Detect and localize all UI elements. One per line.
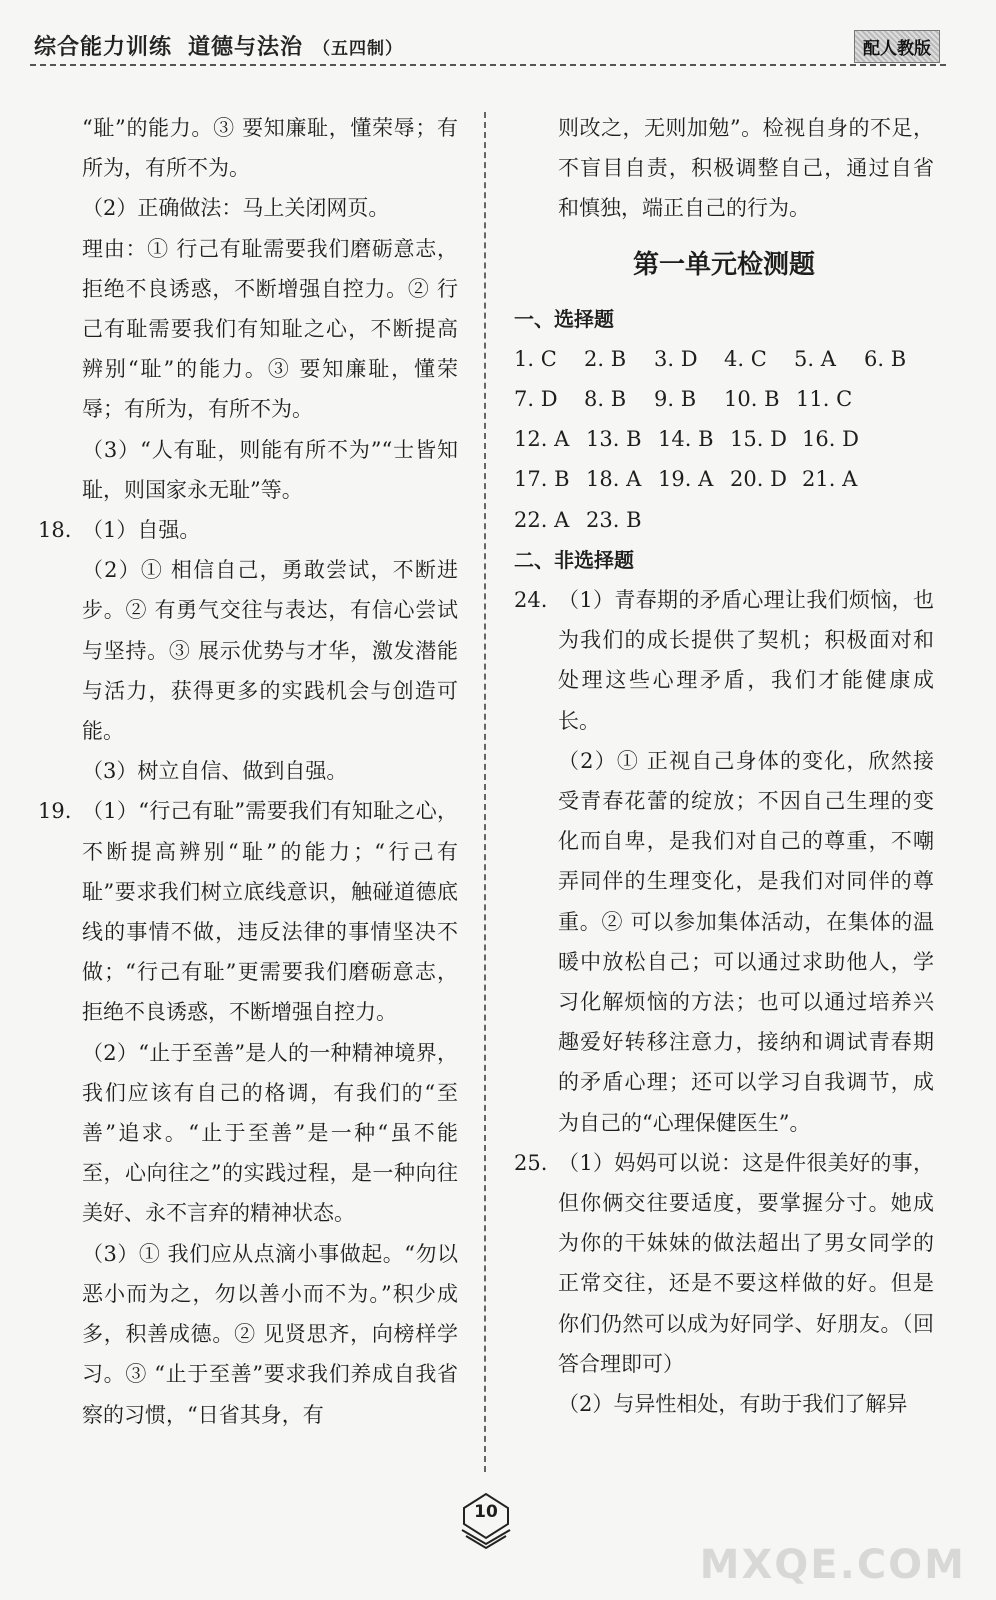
- choice-answer: 6. B: [864, 346, 907, 371]
- choice-answer: 22. A: [514, 507, 570, 532]
- question-number: [514, 1384, 558, 1424]
- book-title: [34, 30, 403, 61]
- edition-badge: 配人教版: [854, 30, 940, 63]
- choice-answer: 20. D: [730, 467, 787, 492]
- choice-answer: 17. B: [514, 467, 570, 492]
- answer-paragraph: [38, 188, 458, 228]
- question-number: [38, 1033, 82, 1234]
- choice-answer: 5. A: [794, 346, 836, 371]
- watermark-text: MXQE.COM: [699, 1542, 966, 1588]
- choice-answer-row: [514, 419, 934, 459]
- question-number: [38, 108, 82, 188]
- page-header: [30, 26, 946, 66]
- nonchoice-answers: [514, 580, 934, 1424]
- question-number: [514, 741, 558, 1143]
- choice-answer: 11. C: [796, 387, 853, 412]
- choice-answer: 8. B: [584, 387, 627, 412]
- answer-text: （3）① 我们应从点滴小事做起。“勿以恶小而为之，勿以善小而不为。”积少成多，积善成德。② 见贤思齐，向榜样学习。③ “止于至善”要求我们养成自我省察的习惯，“日省其身，有: [82, 1241, 458, 1427]
- answer-paragraph: [514, 1143, 934, 1384]
- edition-note: （五四制）: [313, 39, 404, 59]
- answer-paragraph: [38, 108, 458, 188]
- choice-answer: 19. A: [658, 467, 714, 492]
- choice-answer: 9. B: [654, 387, 697, 412]
- answer-text: 理由：① 行己有耻需要我们磨砺意志，拒绝不良诱惑，不断增强自控力。② 行己有耻需要我们有知耻之心，不断提高辨别“耻”的能力。③ 要知廉耻，懂荣辱；有所为，有所不为。: [82, 236, 458, 422]
- answer-paragraph: [38, 791, 458, 1032]
- choice-answer: 4. C: [724, 346, 767, 371]
- question-number: 25.: [514, 1150, 548, 1175]
- answer-text: （2）正确做法：马上关闭网页。: [82, 196, 390, 221]
- page-number: 10: [474, 1502, 498, 1522]
- question-number: [38, 550, 82, 751]
- choice-answer-row: [514, 459, 934, 499]
- answer-text: （2）“止于至善”是人的一种精神境界，我们应该有自己的格调，有我们的“至善”追求。“止于至善”是一种“虽不能至，心向往之”的实践过程，是一种向往美好、永不言弃的精神状态。: [82, 1040, 458, 1226]
- answer-text: （2）① 正视自己身体的变化，欣然接受青春花蕾的绽放；不因自己生理的变化而自卑，是我们对自己的尊重，不嘲弄同伴的生理变化，是我们对同伴的尊重。② 可以参加集体活动，在集体的温暖中放松自己；可以通过求助他人，学习化解烦恼的方法；也可以通过培养兴趣爱好转移注意力，接纳和调试青春期的矛盾心理；还可以学习自我调节，成为自己的“心理保健医生”。: [558, 748, 934, 1135]
- answer-paragraph: [514, 580, 934, 741]
- answer-text: （2）与异性相处，有助于我们了解异: [558, 1392, 908, 1417]
- answer-paragraph: [38, 751, 458, 791]
- choice-answer: 14. B: [658, 427, 714, 452]
- answer-text: （3）树立自信、做到自强。: [82, 759, 348, 784]
- answer-paragraph: [38, 510, 458, 550]
- answer-paragraph: [38, 1234, 458, 1435]
- question-number: 18.: [38, 518, 72, 543]
- choice-answer: 10. B: [724, 387, 780, 412]
- choice-answer-row: [514, 500, 934, 540]
- left-column: [38, 108, 458, 1435]
- choice-answer: 23. B: [586, 507, 642, 532]
- choice-answer-row: [514, 339, 934, 379]
- series-title: 综合能力训练: [34, 35, 173, 60]
- question-number: [38, 1234, 82, 1435]
- choice-answer: 21. A: [802, 467, 858, 492]
- question-number: [38, 188, 82, 228]
- header-divider: [30, 64, 946, 66]
- question-number: [38, 229, 82, 430]
- right-column: [514, 108, 934, 1424]
- question-number: 24.: [514, 588, 548, 613]
- answer-text: “耻”的能力。③ 要知廉耻，懂荣辱；有所为，有所不为。: [82, 116, 458, 181]
- choice-answers: [514, 339, 934, 540]
- answer-text: （1）自强。: [82, 518, 201, 543]
- choice-answer: 15. D: [730, 427, 787, 452]
- choice-answer: 2. B: [584, 346, 627, 371]
- choice-answer: 13. B: [586, 427, 642, 452]
- page-number-badge: [458, 1490, 514, 1550]
- choice-answer: 1. C: [514, 346, 557, 371]
- question-number: [38, 751, 82, 791]
- answer-text: （3）“人有耻，则能有所不为”“士皆知耻，则国家永无耻”等。: [82, 437, 458, 502]
- choice-answer: 18. A: [586, 467, 642, 492]
- choice-heading: 一、选择题: [514, 306, 614, 331]
- question-number: [38, 430, 82, 510]
- choice-answer: 12. A: [514, 427, 570, 452]
- subject-title: 道德与法治: [188, 35, 304, 60]
- column-divider: [484, 112, 486, 1472]
- answer-paragraph: [38, 1033, 458, 1234]
- question-number: 19.: [38, 799, 72, 824]
- answer-text: （1）青春期的矛盾心理让我们烦恼，也为我们的成长提供了契机；积极面对和处理这些心理矛盾，我们才能健康成长。: [558, 588, 934, 733]
- answer-paragraph: [38, 229, 458, 430]
- choice-answer: 7. D: [514, 387, 558, 412]
- choice-answer: 16. D: [802, 427, 859, 452]
- answer-text: （2）① 相信自己，勇敢尝试，不断进步。② 有勇气交往与表达，有信心尝试与坚持。③ 展示优势与才华，激发潜能与活力，获得更多的实践机会与创造可能。: [82, 558, 458, 744]
- answer-text: （1）“行己有耻”需要我们有知耻之心，不断提高辨别“耻”的能力；“行己有耻”要求我们树立底线意识，触碰道德底线的事情不做，违反法律的事情坚决不做；“行己有耻”更需要我们磨砺意志，拒绝不良诱惑，不断增强自控力。: [82, 799, 458, 1025]
- answer-text: （1）妈妈可以说：这是件很美好的事，但你俩交往要适度，要掌握分寸。她成为你的干妹妹的做法超出了男女同学的正常交往，还是不要这样做的好。但是你们仍然可以成为好同学、好朋友。（回答合理即可）: [558, 1150, 934, 1376]
- section-title: 第一单元检测题: [632, 249, 815, 280]
- choice-answer: 3. D: [654, 346, 698, 371]
- continued-answer: 则改之，无则加勉”。检视自身的不足，不盲目自责，积极调整自己，通过自省和慎独，端正自己的行为。: [558, 116, 934, 221]
- answer-paragraph: [514, 1384, 934, 1424]
- nonchoice-heading: 二、非选择题: [514, 547, 634, 572]
- answer-paragraph: [38, 430, 458, 510]
- answer-paragraph: [38, 550, 458, 751]
- choice-answer-row: [514, 379, 934, 419]
- answer-paragraph: [514, 741, 934, 1143]
